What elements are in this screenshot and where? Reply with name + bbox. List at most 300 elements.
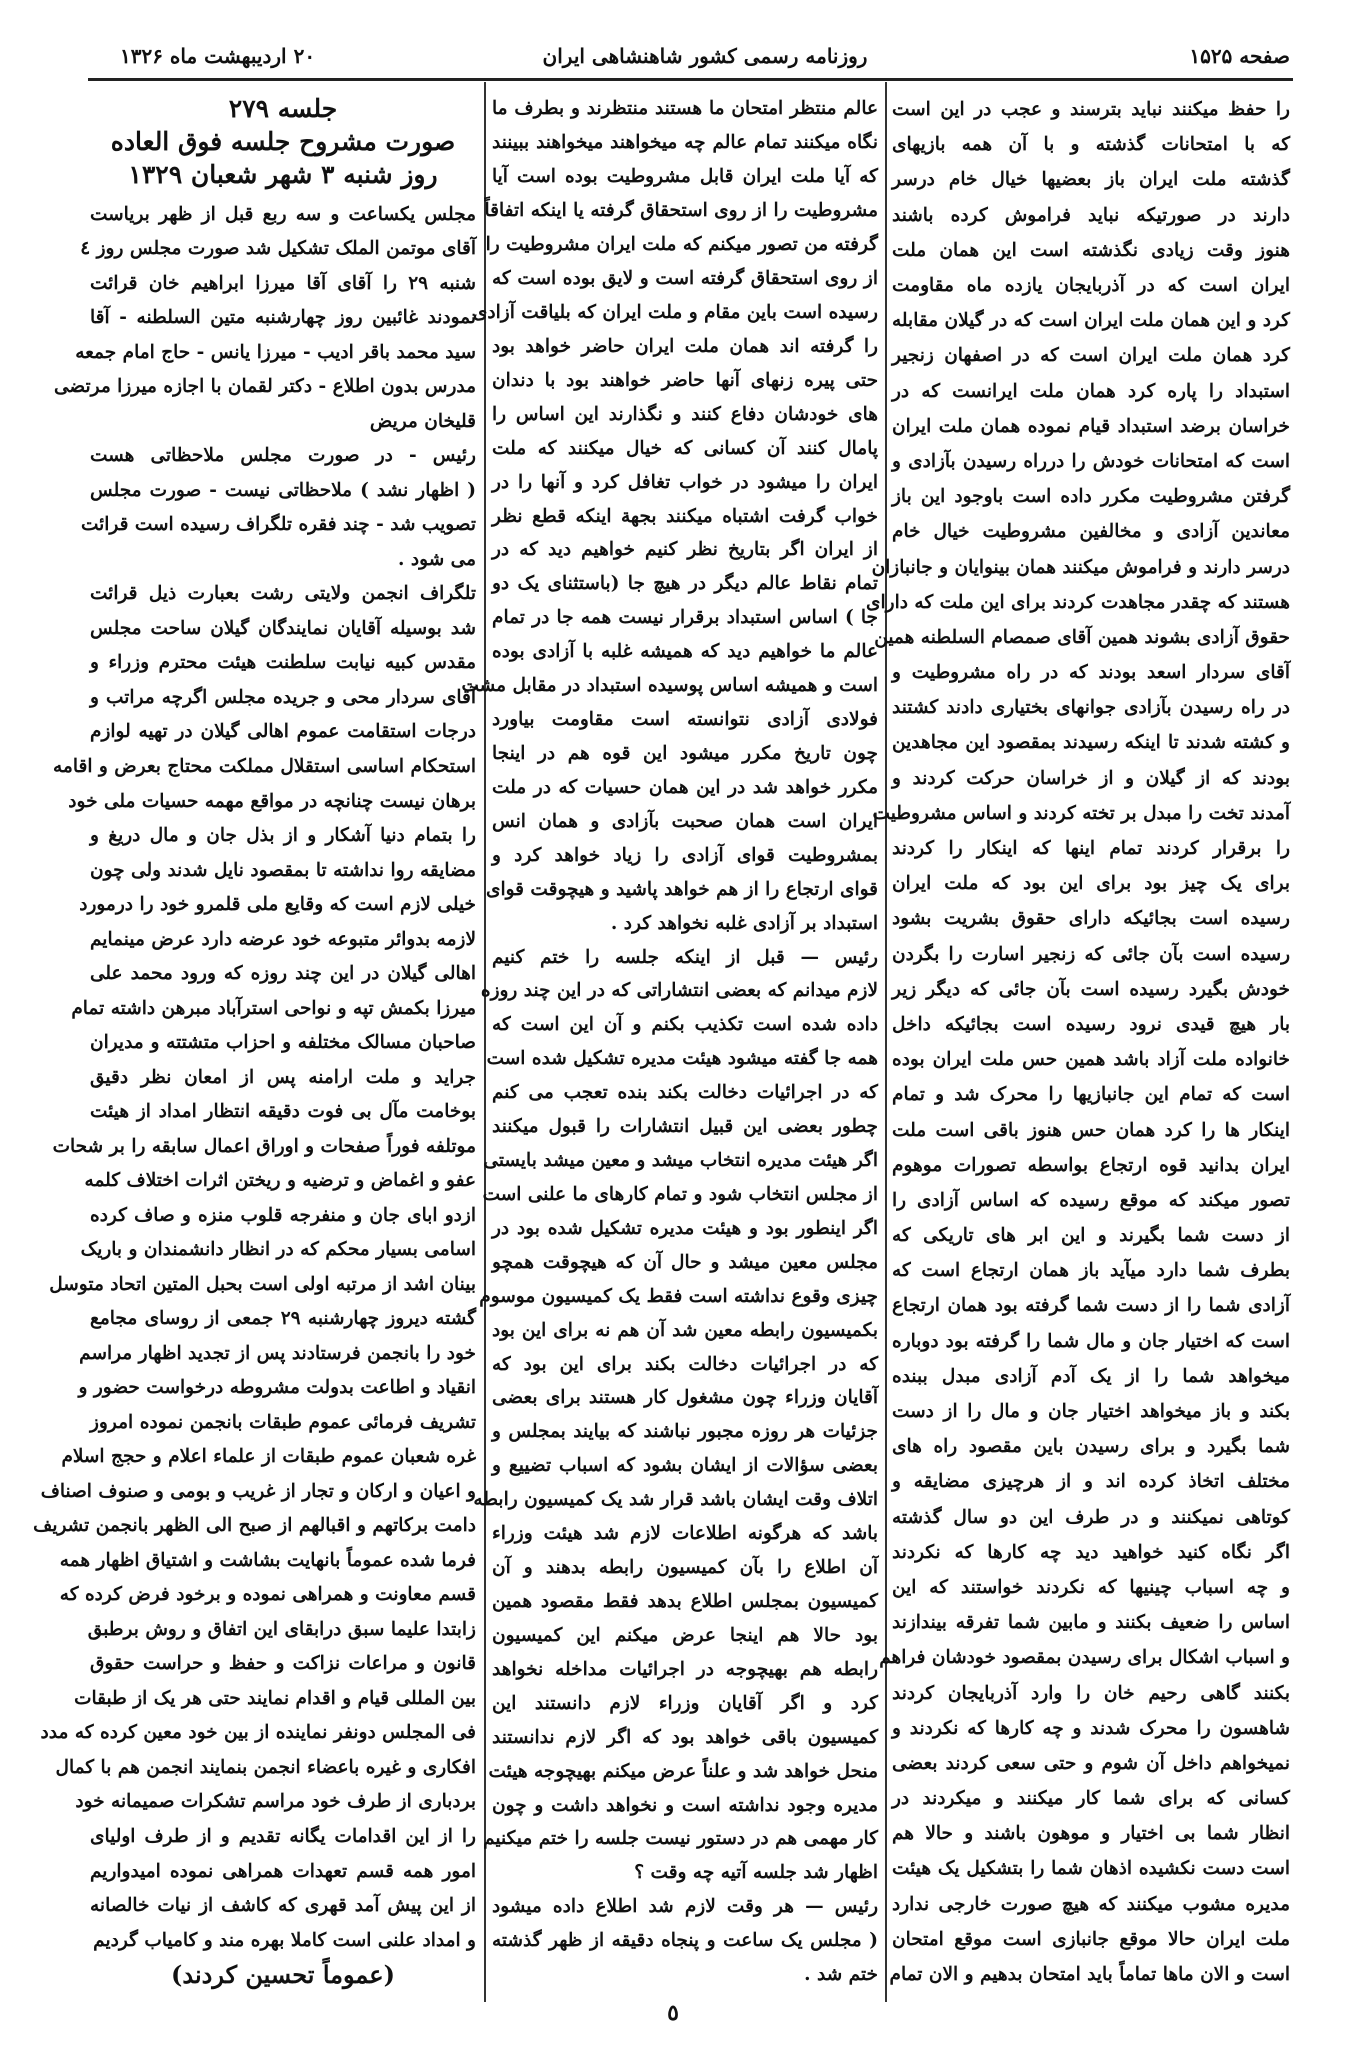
text-line xyxy=(90,646,476,681)
text-line xyxy=(472,296,878,330)
text-line-content: بعضی سؤالات از ایشان بشود که اسباب تضییع و xyxy=(492,1455,878,1477)
text-line xyxy=(52,1129,476,1164)
text-line xyxy=(892,761,1290,796)
text-line xyxy=(492,1720,878,1754)
text-line xyxy=(892,1500,1290,1535)
text-line-content: حقوق آزادی بشوند همین آقای صمصام السلطنه همین xyxy=(874,626,1290,648)
text-line-content: دارند در صورتیکه نباید فراموش کرده باشند xyxy=(892,204,1290,226)
text-line-content: ایران بدانید قوه ارتجاع بواسطه تصورات موهوم xyxy=(892,1154,1290,1176)
text-line xyxy=(492,1856,878,1890)
text-line-content: موتلفه فوراً صفحات و اوراق اعمال سابقه را بر شحات xyxy=(52,1135,476,1157)
text-line-content: خود را بانجمن فرستادند پس از تجدید اظهار مراسم xyxy=(79,1342,476,1364)
text-line-content: سید محمد باقر ادیب - میرزا یانس - حاج امام جمعه xyxy=(75,341,476,363)
text-line-content: گذشته ملت ایران باز بعضیها خیال خام درسر xyxy=(892,169,1290,191)
text-line xyxy=(892,1218,1290,1253)
text-line-content: ختم شد . xyxy=(804,1964,878,1986)
text-line xyxy=(90,853,476,888)
text-line xyxy=(892,1887,1290,1922)
text-line-content: دامت برکاتهم و اقبالهم از صبح الی الظهر بانجمن تشریف xyxy=(33,1515,476,1537)
text-line-content: منحل خواهد شد و علناً عرض میکنم بهیچوجه هیئت xyxy=(488,1760,878,1782)
text-line-content: مکرر خواهد شد در این همان حسیات که در ملت xyxy=(492,776,878,798)
text-line xyxy=(892,1781,1290,1816)
text-line xyxy=(492,1110,878,1144)
text-line xyxy=(879,1640,1290,1675)
text-line xyxy=(90,1819,476,1854)
text-line-content: زابتدا علیما سبق درابقای این اتفاق و روش برطبق xyxy=(87,1618,476,1640)
text-line-content: پامال کنند آن کسانی که خیال میکنند که ملت xyxy=(492,437,878,459)
text-line xyxy=(892,374,1290,409)
text-line xyxy=(492,1313,878,1347)
text-line-content: افکاری و غیره باعضاء انجمن بنمایند انجمن هم با کمال xyxy=(55,1756,476,1778)
text-line xyxy=(53,749,476,784)
text-line-content: تمام نقاط عالم دیگر در هیچ جا (باستثنای یک دو xyxy=(492,573,878,595)
text-line-content: اگر اینطور بود و هیئت مدیره تشکیل شده بود در xyxy=(492,1217,878,1239)
text-line xyxy=(892,1570,1290,1605)
text-line-content: رابطه هم بهیچوجه در اجرائیات مداخله نخواهد xyxy=(492,1658,878,1680)
issue-date: ۲۰ اردیبهشت ماه ۱۳۲۶ xyxy=(120,44,316,68)
text-line-content: رئیس — هر وقت لازم شد اطلاع داده میشود xyxy=(492,1896,878,1918)
newspaper-title: روزنامه رسمی کشور شاهنشاهی ایران xyxy=(542,44,868,68)
text-line-content: اگر نگاه کنید خواهید دید چه کارها که نکردند xyxy=(892,1541,1290,1563)
session-heading xyxy=(90,92,476,191)
text-line-content: جزئیات هر روزه مجبور نباشند که بیایند بمجلس و xyxy=(492,1421,878,1443)
text-line xyxy=(90,577,476,612)
text-line xyxy=(90,197,476,232)
text-line-content: فولادی آزادی نتوانسته است مقاومت بیاورد xyxy=(492,709,878,731)
text-line-content: آن اطلاع را بآن کمیسیون رابطه بدهند و آن xyxy=(492,1557,878,1579)
text-line-content: آقای موتمن الملک تشکیل شد صورت مجلس روز ٤ xyxy=(80,238,476,260)
text-line xyxy=(480,974,878,1008)
text-line xyxy=(90,1198,476,1233)
text-line-content: رسیده است بجائیکه دارای حقوق بشریت بشود xyxy=(892,908,1290,930)
text-line xyxy=(90,1094,476,1129)
text-line-content: بکنند گاهی رحیم خان را وارد آذربایجان کردند xyxy=(892,1682,1290,1704)
text-line xyxy=(90,715,476,750)
text-line xyxy=(90,818,476,853)
text-line xyxy=(479,1279,878,1313)
text-line xyxy=(892,92,1290,127)
text-line-content: را بتمام دنیا آشکار و از بذل جان و مال دریغ و xyxy=(90,825,476,847)
text-line-content: شما بگیرد و برای رسیدن باین مقصود راه های xyxy=(892,1436,1290,1458)
text-line-content: رسیده است بآن جائی که زنجیر اسارت را بگردن xyxy=(892,943,1290,965)
text-line xyxy=(892,1288,1290,1323)
text-line xyxy=(492,1788,878,1822)
text-line-content: ملت ایران حالا موقع جانبازی است موقع امتحان xyxy=(892,1928,1290,1950)
text-line xyxy=(75,335,476,370)
text-line-content: بکند و باز میخواهد اختیار جان و مال را از دست xyxy=(892,1401,1290,1423)
text-line-content: امور همه قسم تعهدات همراهی نموده امیدواریم xyxy=(90,1860,476,1882)
text-line-content: گرفتن مشروطیت مکرر داده است باوجود این باز xyxy=(892,486,1290,508)
text-line xyxy=(492,262,878,296)
text-line xyxy=(49,1267,476,1302)
text-line-content: رسیده است باین مقام و ملت ایران که بلیاقت آزادی xyxy=(472,301,878,323)
text-line xyxy=(483,1144,878,1178)
text-line xyxy=(492,533,878,567)
text-line-content: بطرف شما دارد میآید باز همان ارتجاع است که xyxy=(892,1260,1290,1282)
text-line xyxy=(892,1112,1290,1147)
text-line-content: مدیره مشوب میکنند که هیچ صورت خارجی ندارد xyxy=(892,1893,1290,1915)
text-line-content: مشروطیت را از روی استحقاق گرفته یا اینکه اتفاقاً xyxy=(484,200,878,222)
text-line-content: بار هیچ قیدی نرود رسیده است بجائیکه داخل xyxy=(892,1013,1290,1035)
text-line-content: کوتاهی نمیکنند و در طرف این دو سال گذشته xyxy=(892,1506,1290,1528)
text-line-content: نگاه میکنند تمام عالم چه میخواهند میخواهند ببینند xyxy=(492,132,878,154)
text-line-content: شد بوسیله آقایان نمایندگان گیلان ساحت مجلس xyxy=(90,617,476,639)
text-line-content: می شود . xyxy=(398,548,476,570)
text-line xyxy=(90,922,476,957)
text-line xyxy=(866,585,1290,620)
text-line xyxy=(492,1585,878,1619)
text-line-content: هستند که چقدر مجاهدت کردند برای این ملت که دارای xyxy=(866,591,1290,613)
text-line xyxy=(892,937,1290,972)
text-line-content: اینکار ها را کرد همان حس هنوز باقی است ملت xyxy=(892,1119,1290,1141)
text-line xyxy=(892,690,1290,725)
text-line-content: را حفظ میکنند نباید بترسند و عجب در این است xyxy=(892,99,1290,121)
text-line xyxy=(90,404,476,439)
text-line xyxy=(492,906,878,940)
text-line-content: قانون و مراعات نزاکت و حفظ و حراست حقوق xyxy=(90,1653,476,1675)
text-line-content: کمیسیون باقی خواهد بود که اگر لازم ندانستند xyxy=(492,1726,878,1748)
text-line-content: بین المللی قیام و اقدام نمایند حتی هر یک از طبقات xyxy=(74,1687,476,1709)
text-line-content: خانواده ملت آزاد باشد همین حس ملت ایران بوده xyxy=(892,1049,1290,1071)
text-line-content: آقای سردار محی و جریده مجلس اگرچه مراتب و xyxy=(90,686,476,708)
text-line-content: از دست شما بگیرند و این ابر های تاریکی که xyxy=(892,1225,1290,1247)
text-line xyxy=(90,1060,476,1095)
text-line-content: انظار شما بی اختیار و موهون باشند و حالا هم xyxy=(892,1823,1290,1845)
text-line xyxy=(40,1474,476,1509)
text-line xyxy=(79,887,476,922)
text-line xyxy=(492,1958,878,1992)
text-line-content: اساس را ضعیف بکنند و مابین شما تفرقه بیندازند xyxy=(892,1612,1290,1634)
text-line-content: است و همیشه اساس پوسیده استبداد در مقابل مشت xyxy=(461,675,878,697)
text-line xyxy=(485,228,878,262)
text-line xyxy=(492,1686,878,1720)
text-line-content: است دست نکشیده اذهان شما را بتشکیل یک هیئت xyxy=(892,1858,1290,1880)
text-line xyxy=(492,838,878,872)
text-line xyxy=(84,1163,476,1198)
text-line-content: بردباری از طرف خود مراسم تشکرات صمیمانه خود xyxy=(75,1791,476,1813)
text-line-content: گشته دیروز چهارشنبه ۲۹ جمعی از روسای مجامع xyxy=(90,1308,477,1330)
text-line xyxy=(492,1449,878,1483)
text-line-content: چطور بعضی این قبیل انتشارات را قبول میکنند xyxy=(492,1116,878,1138)
text-line-content: همه جا گفته میشود هیئت مدیره تشکیل شده است xyxy=(486,1048,878,1070)
text-line xyxy=(892,1922,1290,1957)
text-line xyxy=(461,669,878,703)
text-line-content: نمودند غائبین روز چهارشنبه متین السلطنه - آقا xyxy=(90,307,476,329)
text-line-content: قسم معاونت و همراهی نموده و برخود فرض کرده که xyxy=(59,1584,476,1606)
text-line-content: شاهسون را محرک شدند و چه کارها که نکردند و xyxy=(892,1717,1290,1739)
text-line xyxy=(492,804,878,838)
text-line xyxy=(492,126,878,160)
text-line xyxy=(892,1148,1290,1183)
text-line xyxy=(483,1822,878,1856)
text-line-content: بود حالا هم اینجا عرض میکنم این کمیسیون xyxy=(492,1624,878,1646)
text-line-content: عفو و اغماض و ترضیه و ریختن اثرات اختلاف کلمه xyxy=(84,1170,476,1192)
text-line xyxy=(892,725,1290,760)
column-middle xyxy=(461,92,878,1992)
text-line xyxy=(59,1543,476,1578)
text-line-content: باشد که هرگونه اطلاعات لازم شد هیئت وزراء xyxy=(492,1523,878,1545)
text-line xyxy=(492,567,878,601)
text-line xyxy=(90,1957,476,1992)
text-line xyxy=(892,1394,1290,1429)
text-line-content: کسانی که برای شما کار میکنند و میکردند در xyxy=(892,1788,1290,1810)
text-line-content: چیزی وقوع نداشته است فقط یک کمیسیون موسوم xyxy=(479,1285,878,1307)
column-left xyxy=(33,92,477,1992)
text-line-content: استبداد را پاره کرد همان ملت ایرانست که در xyxy=(892,380,1290,402)
text-line-content: خراسان برضد استبداد قیام نموده همان ملت ایران xyxy=(892,415,1290,437)
text-line xyxy=(892,1746,1290,1781)
text-line-content: درجات استقامت عموم اهالی گیلان در تهیه لوازم xyxy=(90,721,476,743)
text-line-content: بوخامت مآل بی فوت دقیقه انتظار امداد از هیئت xyxy=(90,1101,476,1123)
text-line xyxy=(87,1612,476,1647)
text-line-content: خواب گرفت اشتباه میکنند بجهة اینکه قطع نظر xyxy=(492,505,878,527)
text-line xyxy=(90,1302,476,1337)
text-line xyxy=(871,549,1290,584)
text-line xyxy=(892,338,1290,373)
text-line xyxy=(492,1652,878,1686)
session-number: جلسه ۲۷۹ xyxy=(228,94,338,123)
text-line xyxy=(90,1854,476,1889)
text-line-content: اهالی گیلان در این چند روزه که ورود محمد علی xyxy=(90,963,476,985)
page-footer-number: ٥ xyxy=(667,2000,679,2026)
text-line xyxy=(492,601,878,635)
text-line-content: ( مجلس یک ساعت و پنجاه دقیقه از ظهر گذشته xyxy=(492,1930,878,1952)
text-line xyxy=(485,872,878,906)
text-line xyxy=(892,514,1290,549)
column-divider xyxy=(484,82,486,2002)
text-line xyxy=(492,1890,878,1924)
text-line-content: (عموماً تحسین کردند) xyxy=(171,1960,395,1990)
text-line-content: کرد و اگر آقایان وزراء لازم دانستند این xyxy=(492,1692,878,1714)
text-line-content: تصویب شد - چند فقره تلگراف رسیده است قرائت xyxy=(80,514,476,536)
session-title: صورت مشروح جلسه فوق العاده xyxy=(110,127,456,156)
text-line xyxy=(33,1509,476,1544)
text-line-content: عالم منتظر امتحان ما هستند منتظرند و بطرف ما xyxy=(492,98,878,120)
text-line-content: اظهار شد جلسه آتیه چه وقت ؟ xyxy=(634,1862,878,1884)
column-divider xyxy=(885,82,887,2002)
text-line xyxy=(90,611,476,646)
text-line-content: صاحبان مسالک مختلفه و احزاب متشتته و مدیران xyxy=(90,1032,476,1054)
text-line xyxy=(90,1888,476,1923)
text-line xyxy=(492,1211,878,1245)
text-line-content: خیلی لازم است که وقایع ملی قلمرو خود را درمورد xyxy=(79,894,476,916)
text-line xyxy=(892,831,1290,866)
text-line xyxy=(59,1578,476,1613)
text-line-content: جا ) اساس استبداد برقرار نیست همه جا در تمام xyxy=(492,607,878,629)
text-line-content: مدیره وجود نداشته است و نخواهد داشت و چون xyxy=(492,1794,878,1816)
text-line xyxy=(90,439,476,474)
text-line xyxy=(892,1605,1290,1640)
text-line-content: آقایان وزراء چون مشغول کار هستند برای بعضی xyxy=(492,1387,878,1409)
text-line xyxy=(892,655,1290,690)
text-line-content: قوای ارتجاع را از هم خواهد پاشید و هیچوقت قوای xyxy=(485,878,878,900)
text-line xyxy=(486,1042,878,1076)
text-line xyxy=(90,301,476,336)
text-line-content: برهان نیست چنانچه در مواقع مهمه حسیات ملی خود xyxy=(68,790,476,812)
text-line-content: شنبه ۲۹ را آقای آقا میرزا ابراهیم خان قرائت xyxy=(90,272,476,294)
text-line-content: چون تاریخ مکرر میشود این قوه هم در اینجا xyxy=(492,742,878,764)
text-line xyxy=(492,1924,878,1958)
text-line xyxy=(892,303,1290,338)
text-line xyxy=(892,1359,1290,1394)
text-line xyxy=(892,1851,1290,1886)
text-line-content: ایران است همان صحبت بآزادی و همان انس xyxy=(492,810,878,832)
text-line-content: میرزا بکمش تپه و نواحی استرآباد مبرهن داشته تمام xyxy=(71,997,476,1019)
text-line xyxy=(492,1517,878,1551)
text-line-content: تلگراف انجمن ولایتی رشت بعبارت ذیل قرائت xyxy=(90,583,476,605)
text-line xyxy=(61,1440,476,1475)
text-line xyxy=(90,1025,476,1060)
text-line-content: بمشروطیت قوای آزادی را زیاد خواهد کرد و xyxy=(492,844,878,866)
text-line xyxy=(492,703,878,737)
text-line-content: آزادی شما را از دست شما گرفته بود همان ارتجاع xyxy=(892,1295,1290,1317)
text-line-content: لازمه بدوائر متبوعه خود عرضه دارد عرض مینمایم xyxy=(90,928,476,950)
text-line xyxy=(90,956,476,991)
text-line-content: ( اظهار نشد ) ملاحظاتی نیست - صورت مجلس xyxy=(90,479,476,501)
text-line xyxy=(492,465,878,499)
text-line-content: را گرفته اند همان ملت ایران حاضر خواهد بود xyxy=(492,335,878,357)
text-line xyxy=(68,784,476,819)
text-line-content: از روی استحقاق گرفته است و لایق بوده است که xyxy=(492,268,878,290)
text-line xyxy=(892,268,1290,303)
session-date: روز شنبه ۳ شهر شعبان ۱۳۲۹ xyxy=(128,160,438,189)
text-line-content: حتی پیره زنهای آنها حاضر خواهند بود با دندان xyxy=(492,369,878,391)
text-line xyxy=(492,1381,878,1415)
text-line xyxy=(90,1647,476,1682)
text-line-content: اگر هیئت مدیره انتخاب میشد و معین میشد بایستی xyxy=(483,1150,878,1172)
text-line-content: کرد همان ملت ایران است که در اصفهان زنجیر xyxy=(892,345,1290,367)
column-right xyxy=(866,92,1290,1992)
text-line-content: ازدو ابای جان و منفرجه قلوب منزه و صاف کرده xyxy=(90,1204,476,1226)
text-line xyxy=(892,901,1290,936)
text-line-content: ایران را میشود در خواب تغافل کرد و آنها را در xyxy=(492,471,878,493)
text-line-content: رئیس - در صورت مجلس ملاحظاتی هست xyxy=(90,445,476,467)
text-line-content: خودش بگیرد رسیده است بآن جائی که دیگر زیر xyxy=(892,978,1290,1000)
text-line xyxy=(492,1076,878,1110)
text-line xyxy=(492,1415,878,1449)
text-line xyxy=(492,160,878,194)
text-line-content: بودند که از گیلان و از خراسان حرکت کردند و xyxy=(892,767,1290,789)
text-line xyxy=(892,1077,1290,1112)
text-line-content: بینان اشد از مرتبه اولی است بحبل المتین اتحاد متوسل xyxy=(49,1273,476,1295)
text-line-content: در راه رسیدن بآزادی جوانهای بختیاری دادند کشتند xyxy=(892,697,1290,719)
text-line-content: اسامی بسیار محکم که در انظار دانشمندان و باریک xyxy=(80,1239,476,1261)
text-line-content: که با امتحانات گذشته و با آن همه بازیهای xyxy=(892,134,1290,156)
text-line-content: را از این اقدامات یگانه تقدیم و از طرف اولیای xyxy=(90,1825,476,1847)
text-line-content: عالم ما خواهیم دید که همیشه غلبه با آزادی بوده xyxy=(492,641,878,663)
text-line-content: را برقرار کردند تمام اینها که اینکار را کردند xyxy=(892,838,1290,860)
text-line-content: کمیسیون بمجلس اطلاع بدهد فقط مقصود همین xyxy=(492,1591,878,1613)
text-line-content: تشریف فرمائی عموم طبقات بانجمن نموده امروز xyxy=(90,1411,476,1433)
text-line-content: است که امتحانات خودش را درراه رسیدن بآزادی و xyxy=(892,450,1290,472)
text-line xyxy=(892,1429,1290,1464)
text-line xyxy=(492,1245,878,1279)
text-line-content: هنوز وقت زیادی نگذشته است این همان ملت xyxy=(892,239,1290,261)
text-line-content: و اسباب اشکال برای رسیدن بمقصود خودشان فراهم xyxy=(879,1647,1290,1669)
text-line-content: مختلف اتخاذ کرده اند و از هرچیزی مضایقه و xyxy=(892,1471,1290,1493)
text-line-content: استحکام اساسی استقلال مملکت محتاج بعرض و اقامه xyxy=(53,756,476,777)
text-line-content: که آیا ملت ایران قابل مشروطیت بوده است آیا xyxy=(492,166,878,188)
text-line xyxy=(892,198,1290,233)
text-line xyxy=(482,1178,878,1212)
text-line xyxy=(892,1042,1290,1077)
text-line xyxy=(892,127,1290,162)
text-line-content: ایران است که در آذربایجان یازده ماه مقاومت xyxy=(892,275,1290,297)
text-line-content: است و الان ماها تماماً باید امتحان بدهیم و الان تمام xyxy=(889,1964,1290,1986)
text-line-content: آقای سردار اسعد بودند که در راه مشروطیت و xyxy=(892,662,1290,684)
text-line xyxy=(492,431,878,465)
text-line xyxy=(90,1923,476,1958)
text-line xyxy=(892,162,1290,197)
text-line-content: های خودشان دفاع کنند و نگذارند این اساس را xyxy=(492,403,878,425)
text-line-content: و کشته شدند تا اینکه رسیدند بمقصود این مجاهدین xyxy=(892,732,1290,754)
text-line-content: قلیخان مریض xyxy=(369,410,476,432)
text-line xyxy=(492,1347,878,1381)
text-line-content: مدرس بدون اطلاع - دکتر لقمان با اجازه میرزا مرتضی xyxy=(54,376,476,398)
text-line xyxy=(892,972,1290,1007)
text-line xyxy=(892,1711,1290,1746)
text-line-content: جراید و ملت ارامنه پس از امعان نظر دقیق xyxy=(90,1066,476,1088)
text-line xyxy=(892,1324,1290,1359)
text-line-content: بکمیسیون رابطه معین شد آن هم نه برای این بود xyxy=(492,1319,878,1341)
text-line-content: از این پیش آمد قهری که کاشف از نیات خالصانه xyxy=(90,1895,476,1917)
text-line-content: فرما شده عموماً بانهایت بشاشت و اشتیاق اظهار همه xyxy=(59,1549,476,1571)
text-line-content: از مجلس انتخاب شود و تمام کارهای ما علنی است xyxy=(482,1183,878,1205)
text-line xyxy=(892,1007,1290,1042)
text-line xyxy=(892,1183,1290,1218)
text-line xyxy=(79,1336,476,1371)
text-line xyxy=(488,1754,878,1788)
text-line-content: مقدس کبیه نیابت سلطنت هیئت محترم وزراء و xyxy=(90,652,476,674)
text-line xyxy=(492,92,878,126)
text-line-content: و اعیان و ارکان و تجار از غریب و بومی و صنوف اصناف xyxy=(40,1480,476,1502)
text-line-content: غره شعبان عموم طبقات از علماء اعلام و حجج اسلام xyxy=(61,1446,476,1468)
text-line xyxy=(892,1675,1290,1710)
text-line xyxy=(75,1785,476,1820)
text-line-content: که در اجرائیات دخالت بکند برای این بود که xyxy=(492,1353,878,1375)
text-line xyxy=(40,1716,476,1751)
text-line-content: لازم میدانم که بعضی انتشاراتی که در این چند روزه xyxy=(480,980,878,1002)
text-line xyxy=(492,499,878,533)
text-line xyxy=(80,232,476,267)
text-line-content: درسر دارند و فراموش میکنند همان بینوایان و جانبازان xyxy=(871,556,1290,578)
text-line xyxy=(492,1618,878,1652)
text-line xyxy=(492,363,878,397)
text-line xyxy=(892,444,1290,479)
text-line-content: که در اجرائیات دخالت بکند بنده تعجب می کنم xyxy=(492,1082,878,1104)
text-line-content: نمیخواهم داخل آن شوم و حتی سعی کردند بعضی xyxy=(892,1752,1290,1774)
text-line-content: داده شده است تکذیب بکنم و آن این است که xyxy=(492,1014,878,1036)
text-line-content: گرفته من تصور میکنم که ملت ایران مشروطیت را xyxy=(485,234,878,256)
text-line xyxy=(484,194,878,228)
text-line xyxy=(889,1957,1290,1992)
text-line xyxy=(874,620,1290,655)
text-line-content: از ایران اگر بتاریخ نظر کنیم خواهیم دید که در xyxy=(492,539,878,561)
text-line xyxy=(872,796,1290,831)
text-line xyxy=(71,991,476,1026)
text-line-content: کرد و این همان ملت ایران است که در گیلان مقابله xyxy=(892,310,1290,332)
text-line-content: مجلس معین میشد و حال آن که هیچوقت همچو xyxy=(492,1251,878,1273)
text-line xyxy=(473,1483,878,1517)
text-line xyxy=(90,542,476,577)
text-line xyxy=(492,770,878,804)
text-line xyxy=(492,940,878,974)
text-line xyxy=(892,409,1290,444)
text-line-content: است که اختیار جان و مال شما را گرفته بود دوباره xyxy=(892,1330,1290,1352)
text-line-content: فی المجلس دونفر نماینده از بین خود معین کرده که مدد xyxy=(40,1722,476,1744)
text-line xyxy=(892,866,1290,901)
text-line-content: کار مهمی هم در دستور نیست جلسه را ختم میکنیم xyxy=(483,1828,878,1850)
